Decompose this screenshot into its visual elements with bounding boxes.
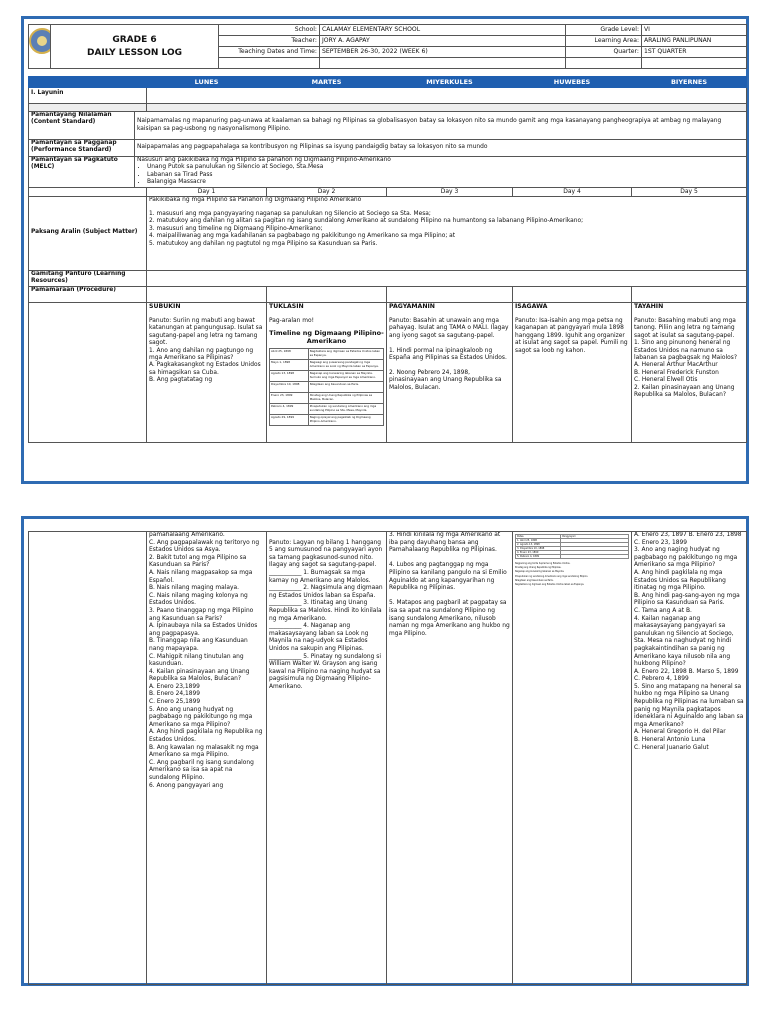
timeline-event: Nagdeklara ang digmaan sa Estados Unidos laban sa Espanya.	[308, 349, 383, 360]
tayahin-continued-cell	[632, 532, 747, 985]
tayahin-text: Panuto: Basahing mabuti ang mga tanong. Piliin ang letra ng tamang sagot at isulat sa sagutang-papel. 1. Sino ang pinunong heneral ng Estados Unidos na namuno sa labanan sa pagbagsak ng Maiolos? A. Heneral Arthur MacArthur B. Heneral Frederick Funston C. Heneral Elwell Otis 2. Kailan pinasinayaan ang Unang Republika sa Malolos, Bulacan?	[634, 318, 737, 399]
timeline-row	[270, 349, 384, 360]
melc-item: • Balangiga Massacre	[147, 179, 744, 186]
performance-standard-text: Naipapamalas ang pagpapahalaga sa kontribusyon ng Pilipinas sa isyung pandaigdig batay sa lokasyon nito sa mundo	[135, 140, 747, 157]
subject-matter-cell	[147, 196, 747, 270]
day-2-label: Day 2	[267, 187, 387, 196]
melc-list	[137, 164, 744, 186]
procedure-label: Pamamaraan (Procedure)	[29, 286, 147, 302]
teacher-label: Teacher:	[219, 36, 320, 47]
pagyamanin-heading: PAGYAMANIN	[389, 302, 435, 310]
school-value: CALAMAY ELEMENTARY SCHOOL	[320, 25, 566, 36]
pagyamanin-cell	[387, 302, 513, 442]
procedure-continuation-table	[28, 531, 747, 985]
timeline-date: Agosto 29, 1899	[270, 415, 309, 426]
choice-item: Nagdeklara ng digmaan ang Estados Unidos laban sa Espanya.	[515, 583, 585, 587]
school-label: School:	[219, 25, 320, 36]
day-3-label: Day 3	[387, 187, 513, 196]
deped-seal	[29, 25, 51, 69]
subukin-text: Panuto: Suriin ng mabuti ang bawat katanungan at pangungusap. Isulat sa sagutang-papel ang letra ng tamang sagot. 1. Ano ang dahilan ng pagtungo ng mga Amerikano sa Pilipinas? A. Pagkakasangkot ng Estados Unidos sa himagsikan sa Cuba. B. Ang pagtatatag ng	[149, 318, 263, 384]
log-title: DAILY LESSON LOG	[87, 47, 182, 58]
timeline-date: Enero 23, 1899	[270, 393, 309, 404]
organizer-date: 1. Abril 25, 1898	[516, 539, 561, 543]
timeline-row	[270, 393, 384, 404]
objective-item: 3. masusuri ang timeline ng Digmaang Pilipino-Amerikano;	[149, 225, 323, 232]
organizer-date: 2. Agosto 13, 1898	[516, 543, 561, 547]
tuklasin-continued-text: Panuto: Lagyan ng bilang 1 hanggang 5 ang sumusunod na pangyayari ayon sa tamang pagkasunod-sunod nito. Ilagay ang sagot sa sagutang-papel. ___________ 1. Bumagsak sa mga kamay ng Amerikano ang Malolos. ___________ 2. Nagsimula ang digmaan ng Estados Unidos laban sa España. ___________ 3. Itinatag ang Unang Republika sa Malolos. Hindi ito kinilala ng mga Amerikano. ___________ 4. Naganap ang makasaysayang laban sa Look ng Maynila na nag-udyok sa Estados Unidos na sakupin ang Pilipinas. ___________ 5. Pinatay ng sundalong si William Walter W. Grayson ang isang kawal na Pilipino na naging hudyat sa pagsisimula ng Digmaang Pilipino-Amerikano.	[269, 539, 383, 690]
performance-standard-label: Pamantayan sa Pagganap (Performance Standard)	[29, 140, 135, 157]
isagawa-text: Panuto: Isa-isahin ang mga petsa ng kaganapan at pangyayari mula 1898 hanggang 1899. Iguhit ang organizer at isulat ang sagot sa papel. Pumili ng sagot sa loob ng kahon.	[515, 318, 628, 354]
day-header-huwebes: HUWEBES	[513, 77, 632, 88]
content-standard-text: Naipamamalas ng mapanuring pag-unawa at kaalaman sa bahagi ng Pilipinas sa globalisasyon batay sa lokasyon nito sa mundo gamit ang mga kasanayang pangheograpiya at ambag ng malayang kaisipan sa pag-usbong ng nasyonalismong Pilipino.	[135, 112, 747, 140]
timeline-row	[270, 415, 384, 426]
timeline-table	[269, 348, 384, 426]
timeline-event: Naganap ang kunwaring labanan sa Maynila. Sumuko ang mga Espanyol sa mga Amerikano.	[308, 371, 383, 382]
day-header-row	[29, 77, 747, 88]
timeline-event: Nagwagi ang puwersang pandagat ng mga Amerikano sa Look ng Maynila laban sa Espanya.	[308, 360, 383, 371]
objective-item: 2. matutukoy ang dahilan ng alitan sa pagitan ng isang sundalong Amerikano at sundalong Pilipino na humantong sa labanang Pilipino-Amerikano;	[149, 218, 584, 225]
quarter-label: Quarter:	[566, 47, 642, 58]
choice-item: Naganap ang kunwaring labanan sa Maynila.	[515, 570, 565, 574]
isagawa-continued-cell	[513, 532, 632, 985]
tayahin-heading: TAYAHIN	[634, 302, 664, 310]
quarter-value: 1ST QUARTER	[642, 47, 747, 58]
melc-cell	[135, 157, 747, 188]
learning-area-value: ARALING PANLIPUNAN	[642, 36, 747, 47]
timeline-date: Mayo 1, 1898	[270, 360, 309, 371]
day-5-label: Day 5	[632, 187, 747, 196]
content-standard-label: Pamantayang Nilalaman (Content Standard)	[29, 112, 135, 140]
dates-label: Teaching Dates and Time:	[219, 47, 320, 58]
tuklasin-continued-cell	[267, 532, 387, 985]
timeline-title: Timeline ng Digmaang Pilipino-Amerikano	[269, 329, 384, 346]
timeline-event: Pinaputukan ng sundalong Amerikano ang mga sundalong Pilipino sa Sta. Mesa, Maynila.	[308, 404, 383, 415]
tayahin-continued-text: A. Enero 23, 1897 B. Enero 23, 1898 C. Enero 23, 1899 3. Ano ang naging hudyat ng pagbabago ng pakikitungo ng mga Amerikano sa mga Pilipino? A. Ang hindi pagkilala ng mga Estados Unidos sa Republikang itinatag ng mga Pilipino. B. Ang hindi pag-sang-ayon ng mga Pilipino sa Kasunduan sa Paris. C. Tama ang A at B. 4. Kailan naganap ang makasaysayang pangyayari sa panulukan ng Silencio at Sociego, Sta. Mesa na naghudyat ng hindi pagkakaintindihan sa panig ng Amerikano kaya nilusob nila ang hukbong Pilipino? A. Enero 22, 1898 B. Marso 5, 1899 C. Pebrero 4, 1899 5. Sino ang matapang na heneral sa hukbo ng mga Pilipino sa Unang Republika ng Pilipinas na lumaban sa panig ng Maynila pagkatapos ideneklara ni Aguinaldo ang laban sa mga Amerikano? A. Heneral Gregorio H. del Pilar B. Heneral Antonio Luna C. Heneral Juanario Galut	[634, 532, 744, 751]
timeline-date: Abril 25, 1898	[270, 349, 309, 360]
grade-level-value: VI	[642, 25, 747, 36]
day-1-label: Day 1	[147, 187, 267, 196]
objective-item: 4. maipaliliwanag ang mga kadahilanan sa pagbabago ng pakikitungo ng Amerikano sa mga Pilipino; at	[149, 233, 456, 240]
timeline-date: Disyembre 10, 1898	[270, 382, 309, 393]
header-table	[28, 24, 747, 69]
subukin-continued-text: pamahalaang Amerikano. C. Ang pagpapalawak ng teritoryo ng Estados Unidos sa Asya. 2. Bakit tutol ang mga Pilipino sa Kasunduan sa Paris? A. Nais nilang magpasakop sa mga Español. B. Nais nilang maging malaya. C. Nais nilang maging kolonya ng Estados Unidos. 3. Paano tinanggap ng mga Pilipino ang Kasunduan sa Paris? A. Ipinaubaya nila sa Estados Unidos ang pagpapasya. B. Tinanggap nila ang Kasunduan nang mapayapa. C. Mahigpit nilang tinutulan ang kasunduan. 4. Kailan pinasinayaan ang Unang Republika sa Malolos, Bulacan? A. Enero 23,1899 B. Enero 24,1899 C. Enero 25,1899 5. Ano ang unang hudyat ng pagbabago ng pakikitungo ng mga Amerikano sa mga Pilipino? A. Ang hindi pagkilala ng Republika ng Estados Unidos. B. Ang kawalan ng malasakit ng mga Amerikano sa mga Pilipino. C. Ang pagbaril ng isang sundalong Amerikano sa isa sa apat na sundalong Pilipino. 6. Anong pangyayari ang	[149, 532, 263, 789]
subject-title: Pakikibaka ng mga Pilipino sa Panahon ng Digmaang Pilipino Amerikano	[149, 196, 362, 203]
objective-item: 1. masusuri ang mga pangyayaring naganap sa panulukan ng Silencio at Sociego sa Sta. Mesa;	[149, 211, 431, 218]
timeline-date: Pebrero 4, 1899	[270, 404, 309, 415]
grade-title: GRADE 6	[112, 34, 157, 45]
timeline-row	[270, 371, 384, 382]
organizer-head: Petsa	[516, 535, 561, 539]
objective-item: 5. matutukoy ang dahilan ng pagtutol ng mga Pilipino sa Kasunduan sa Paris.	[149, 240, 378, 247]
timeline-row	[270, 360, 384, 371]
dates-value: SEPTEMBER 26-30, 2022 (WEEK 6)	[320, 47, 566, 58]
grade-level-label: Grade Level:	[566, 25, 642, 36]
teacher-value: JORY A. AGAPAY	[320, 36, 566, 47]
organizer-date: 3. Disyembre 10, 1898	[516, 547, 561, 551]
melc-item: • Labanan sa Tirad Pass	[147, 172, 744, 179]
melc-text: Nasusuri ang pakikibaka ng mga Pilipino sa panahon ng Digmaang Pilipino-Amerikano	[137, 157, 391, 163]
lesson-table	[28, 76, 747, 443]
timeline-event: Itinatag ang Unang Republika ng Pilipinas sa Malolos, Bulacan.	[308, 393, 383, 404]
timeline-row	[270, 382, 384, 393]
choice-item: Nilagdaan ang Kasunduan sa Paris.	[515, 578, 554, 582]
isagawa-choices	[515, 562, 629, 587]
choice-item: Itinatag ang Unang Republika ng Pilipinas.	[515, 566, 562, 570]
isagawa-cell	[513, 302, 632, 442]
pagyamanin-text: Panuto: Basahin at unawain ang mga pahayag. Isulat ang TAMA o MALI. Ilagay ang iyong sagot sa sagutang-papel. 1. Hindi pormal na ipinagkaloob ng España ang Pilipinas sa Estados Unidos. 2. Noong Pebrero 24, 1898, pinasinayaan ang Unang Republika sa Malolos, Bulacan.	[389, 318, 509, 391]
timeline-event: Nilagdaan ang Kasunduan sa Paris.	[308, 382, 383, 393]
isagawa-heading: ISAGAWA	[515, 302, 548, 310]
day-header-martes: MARTES	[267, 77, 387, 88]
isagawa-organizer-table	[515, 534, 629, 559]
subukin-heading: SUBUKIN	[149, 302, 181, 310]
day-header-lunes: LUNES	[147, 77, 267, 88]
day-header-miyerkules: MIYERKULES	[387, 77, 513, 88]
subject-matter-label: Paksang Aralin (Subject Matter)	[29, 196, 147, 270]
timeline-date: Agosto 13, 1898	[270, 371, 309, 382]
tuklasin-heading: TUKLASIN	[269, 302, 304, 310]
title-cell	[51, 25, 219, 69]
organizer-date: 5. Pebrero 4, 1899	[516, 555, 561, 559]
day-header-biyernes: BIYERNES	[632, 77, 747, 88]
melc-label: Pamantayan sa Pagkatuto (MELC)	[29, 157, 135, 188]
dll-page-2	[21, 516, 749, 986]
learning-area-label: Learning Area:	[566, 36, 642, 47]
pagyamanin-continued-cell	[387, 532, 513, 985]
tuklasin-text: Pag-aralan mo!	[269, 318, 314, 325]
tayahin-cell	[632, 302, 747, 442]
day-4-label: Day 4	[513, 187, 632, 196]
tuklasin-cell	[267, 302, 387, 442]
learning-resources-label: Gamitang Panturo (Learning Resources)	[29, 270, 147, 286]
day-number-row	[29, 187, 747, 196]
subukin-cell	[147, 302, 267, 442]
organizer-date: 4. Enero 23, 1899	[516, 551, 561, 555]
choice-item: Pinaputukan ng sundalong Amerikano ang mga sundalong Pilipino.	[515, 574, 589, 578]
dll-page-1	[21, 16, 749, 484]
timeline-row	[270, 404, 384, 415]
subukin-continued-cell	[147, 532, 267, 985]
layunin-label: I. Layunin	[29, 88, 147, 104]
seal-icon	[29, 28, 51, 54]
organizer-head: Pangyayari	[561, 535, 629, 539]
timeline-event: Naging opisyal ang pagsiklab ng Digmaang Pilipino-Amerikano.	[308, 415, 383, 426]
melc-item: • Unang Putok sa panulukan ng Silencio at Sociego, Sta.Mesa	[147, 164, 744, 171]
choice-item: Nagpulong ang Korte Suprema ng Estados Unidos.	[515, 562, 571, 565]
pagyamanin-continued-text: 3. Hindi kinilala ng mga Amerikano at iba pang dayuhang bansa ang Pamahalaang Republika ng Pilipinas. 4. Lubos ang pagtanggap ng mga Pilipino sa kanilang pangulo na si Emilio Aguinaldo at ang kapangyarihan ng Republika ng Pilipinas. 5. Matapos ang pagbaril at pagpatay sa isa sa apat na sundalong Pilipino ng isang sundalong Amerikano, nilusob naman ng mga Amerikano ang hukbo ng mga Pilipino.	[389, 532, 510, 637]
